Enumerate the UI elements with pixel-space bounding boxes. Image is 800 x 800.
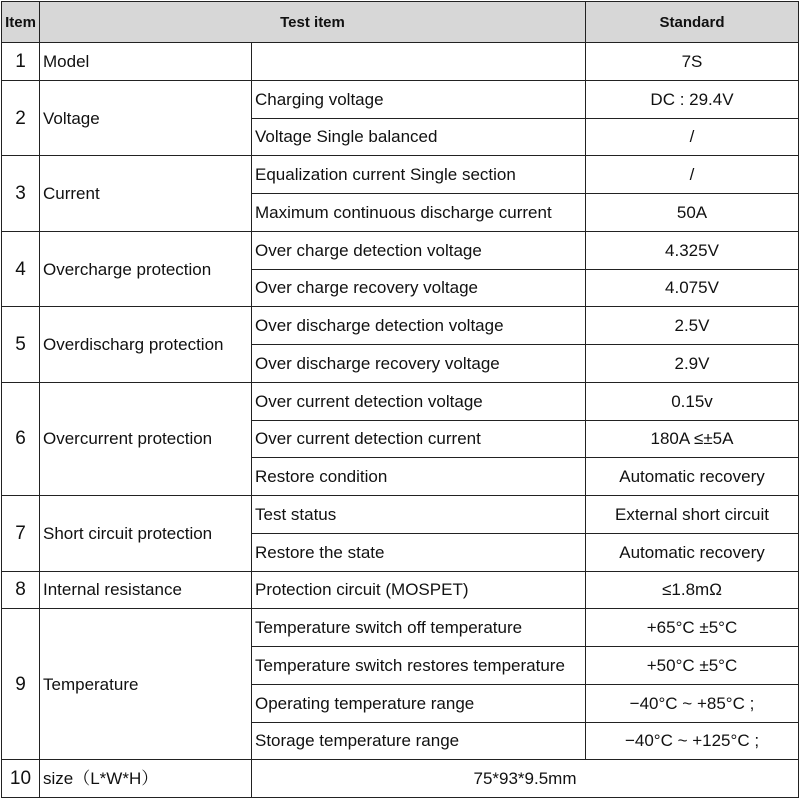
standard-value: DC : 29.4V [586, 80, 799, 118]
test-item-cell: Protection circuit (MOSPET) [252, 571, 586, 609]
spec-table [1, 1, 799, 798]
item-number: 6 [2, 382, 40, 495]
header-item: Item [2, 2, 40, 43]
item-name: Voltage [40, 80, 252, 156]
test-item-cell: Temperature switch off temperature [252, 609, 586, 647]
header-test-item: Test item [40, 2, 586, 43]
standard-value: ≤1.8mΩ [586, 571, 799, 609]
test-item-cell: Temperature switch restores temperature [252, 647, 586, 685]
standard-value: 7S [586, 43, 799, 81]
item-name: Overcharge protection [40, 231, 252, 307]
standard-value: 180A ≤±5A [586, 420, 799, 458]
standard-value: External short circuit [586, 496, 799, 534]
test-item-cell: Operating temperature range [252, 684, 586, 722]
standard-value: / [586, 118, 799, 156]
standard-value: Automatic recovery [586, 533, 799, 571]
test-item-cell: Over discharge recovery voltage [252, 345, 586, 383]
test-item-cell: Storage temperature range [252, 722, 586, 760]
item-number: 7 [2, 496, 40, 572]
test-item-cell: Maximum continuous discharge current [252, 194, 586, 232]
table-row [2, 496, 799, 534]
standard-value: −40°C ~ +125°C ; [586, 722, 799, 760]
item-name: size（L*W*H） [40, 760, 252, 798]
standard-value: 0.15v [586, 382, 799, 420]
table-row [2, 307, 799, 345]
table-row [2, 231, 799, 269]
test-item-cell: Test status [252, 496, 586, 534]
test-item-cell: Over current detection voltage [252, 382, 586, 420]
item-name: Overcurrent protection [40, 382, 252, 495]
header-row [2, 2, 799, 43]
item-name: Model [40, 43, 252, 81]
test-item-cell: Restore condition [252, 458, 586, 496]
test-item-cell: Equalization current Single section [252, 156, 586, 194]
size-value: 75*93*9.5mm [252, 760, 799, 798]
item-name: Temperature [40, 609, 252, 760]
standard-value: Automatic recovery [586, 458, 799, 496]
standard-value: 50A [586, 194, 799, 232]
test-item-cell: Over current detection current [252, 420, 586, 458]
table-row [2, 609, 799, 647]
test-item-cell [252, 43, 586, 81]
item-number: 3 [2, 156, 40, 232]
item-number: 8 [2, 571, 40, 609]
standard-value: 4.075V [586, 269, 799, 307]
standard-value: / [586, 156, 799, 194]
table-row [2, 156, 799, 194]
table-row [2, 571, 799, 609]
test-item-cell: Over charge recovery voltage [252, 269, 586, 307]
table-row [2, 382, 799, 420]
item-name: Short circuit protection [40, 496, 252, 572]
standard-value: +50°C ±5°C [586, 647, 799, 685]
item-number: 10 [2, 760, 40, 798]
item-name: Internal resistance [40, 571, 252, 609]
table-row [2, 760, 799, 798]
item-name: Current [40, 156, 252, 232]
item-number: 1 [2, 43, 40, 81]
table-row [2, 80, 799, 118]
item-name: Overdischarg protection [40, 307, 252, 383]
standard-value: 2.5V [586, 307, 799, 345]
test-item-cell: Over discharge detection voltage [252, 307, 586, 345]
item-number: 4 [2, 231, 40, 307]
test-item-cell: Over charge detection voltage [252, 231, 586, 269]
header-standard: Standard [586, 2, 799, 43]
standard-value: −40°C ~ +85°C ; [586, 684, 799, 722]
standard-value: +65°C ±5°C [586, 609, 799, 647]
item-number: 5 [2, 307, 40, 383]
item-number: 2 [2, 80, 40, 156]
table-row [2, 43, 799, 81]
test-item-cell: Voltage Single balanced [252, 118, 586, 156]
standard-value: 4.325V [586, 231, 799, 269]
item-number: 9 [2, 609, 40, 760]
standard-value: 2.9V [586, 345, 799, 383]
test-item-cell: Charging voltage [252, 80, 586, 118]
test-item-cell: Restore the state [252, 533, 586, 571]
